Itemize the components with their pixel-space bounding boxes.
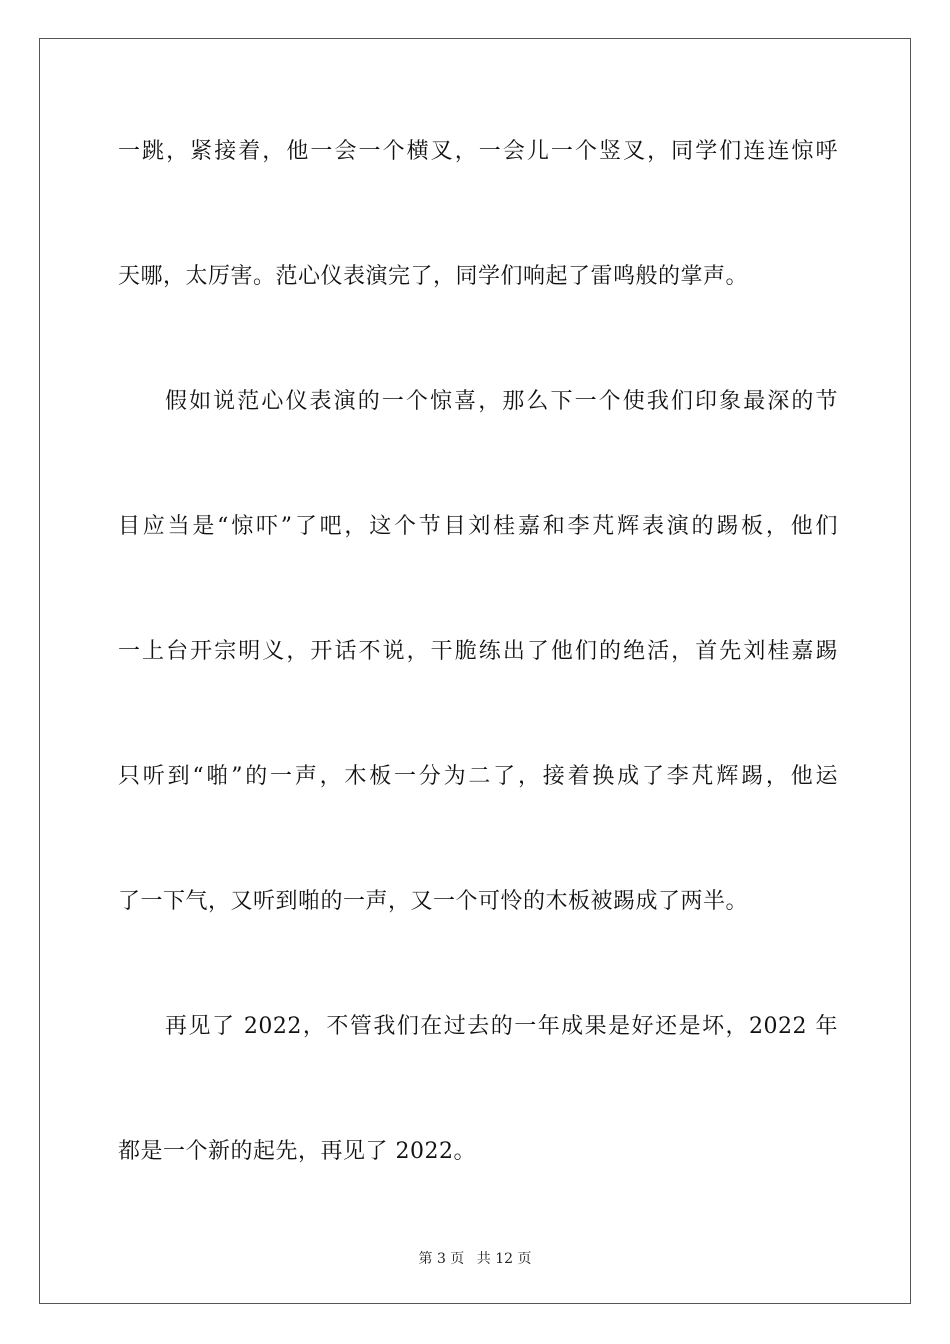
paragraph-2-line-2: 目应当是“惊吓”了吧，这个节目刘桂嘉和李芃辉表演的踢板，他们 <box>118 514 838 539</box>
page-footer <box>0 1248 950 1268</box>
paragraph-3-line-1: 再见了 2022，不管我们在过去的一年成果是好还是坏，2022 年 <box>165 1014 838 1039</box>
paragraph-1-line-1: 一跳，紧接着，他一会一个横叉，一会儿一个竖叉，同学们连连惊呼 <box>118 139 838 164</box>
page-border <box>39 38 911 1304</box>
paragraph-2-line-1: 假如说范心仪表演的一个惊喜，那么下一个使我们印象最深的节 <box>165 389 838 414</box>
page-total: 共 12 页 <box>476 1251 532 1267</box>
paragraph-2-line-4: 只听到“啪”的一声，木板一分为二了，接着换成了李芃辉踢，他运 <box>118 764 838 789</box>
paragraph-1-line-2: 天哪，太厉害。范心仪表演完了，同学们响起了雷鸣般的掌声。 <box>118 264 749 289</box>
paragraph-2-line-5: 了一下气，又听到啪的一声，又一个可怜的木板被踢成了两半。 <box>118 889 749 914</box>
page-number: 第 3 页 <box>418 1251 465 1267</box>
paragraph-2-line-3: 一上台开宗明义，开话不说，干脆练出了他们的绝活，首先刘桂嘉踢 <box>118 639 838 664</box>
paragraph-3-line-2: 都是一个新的起先，再见了 2022。 <box>118 1139 476 1164</box>
